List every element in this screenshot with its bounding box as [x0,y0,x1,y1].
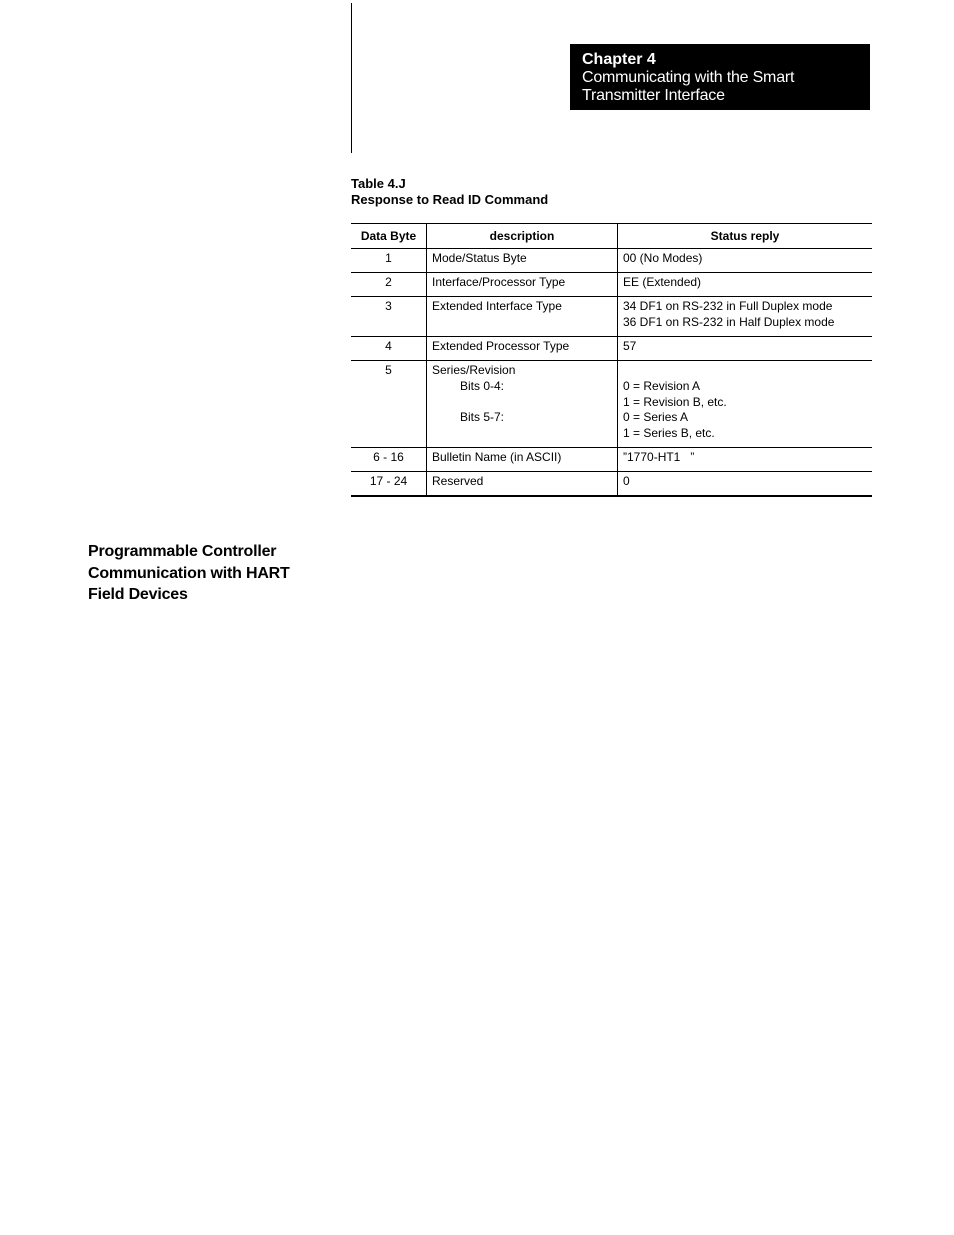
chapter-header [570,44,870,110]
cell-byte: 2 [351,273,427,297]
margin-rule [351,3,352,153]
cell-reply [618,361,873,448]
table-caption [351,176,548,208]
reply-line: 34 DF1 on RS-232 in Full Duplex mode [623,299,833,313]
section-heading-line2: Communication with HART [88,564,290,582]
cell-description [427,361,618,448]
section-heading-line1: Programmable Controller [88,543,277,560]
table-header-row [351,224,872,249]
table-row [351,448,872,472]
reply-line: 1 = Series B, etc. [623,426,715,440]
cell-description: Reserved [427,472,618,497]
table-title: Response to Read ID Command [351,192,549,207]
cell-byte: 6 - 16 [351,448,427,472]
reply-line: 36 DF1 on RS-232 in Half Duplex mode [623,315,835,329]
cell-reply: 0 [618,472,873,497]
cell-description: Interface/Processor Type [427,273,618,297]
cell-reply: EE (Extended) [618,273,873,297]
cell-description: Extended Processor Type [427,337,618,361]
reply-line: 0 = Revision A [623,379,701,393]
read-id-response-table [351,223,872,497]
cell-byte: 3 [351,297,427,337]
cell-reply [618,297,873,337]
description-sub: Bits 0-4: [460,379,505,393]
chapter-title-line1: Communicating with the Smart [582,69,795,86]
cell-byte: 4 [351,337,427,361]
reply-line: 0 = Series A [623,410,689,424]
description-sub: Bits 5-7: [460,410,505,424]
column-header-status-reply: Status reply [618,224,873,249]
cell-reply: ”1770-HT1 ” [618,448,873,472]
table-number: Table 4.J [351,176,406,191]
chapter-number: Chapter 4 [582,51,656,68]
reply-line: 1 = Revision B, etc. [623,395,727,409]
cell-description: Bulletin Name (in ASCII) [427,448,618,472]
column-header-description: description [427,224,618,249]
section-heading [88,541,290,606]
cell-reply: 57 [618,337,873,361]
cell-description: Extended Interface Type [427,297,618,337]
cell-description: Mode/Status Byte [427,249,618,273]
table-row [351,337,872,361]
column-header-data-byte: Data Byte [351,224,427,249]
cell-reply: 00 (No Modes) [618,249,873,273]
cell-byte: 17 - 24 [351,472,427,497]
cell-byte: 5 [351,361,427,448]
table-row [351,361,872,448]
section-heading-line3: Field Devices [88,586,188,603]
table-row [351,297,872,337]
chapter-title-line2: Transmitter Interface [582,87,725,104]
cell-byte: 1 [351,249,427,273]
table-row [351,472,872,497]
table-row [351,249,872,273]
table-row [351,273,872,297]
description-main: Series/Revision [432,363,516,377]
